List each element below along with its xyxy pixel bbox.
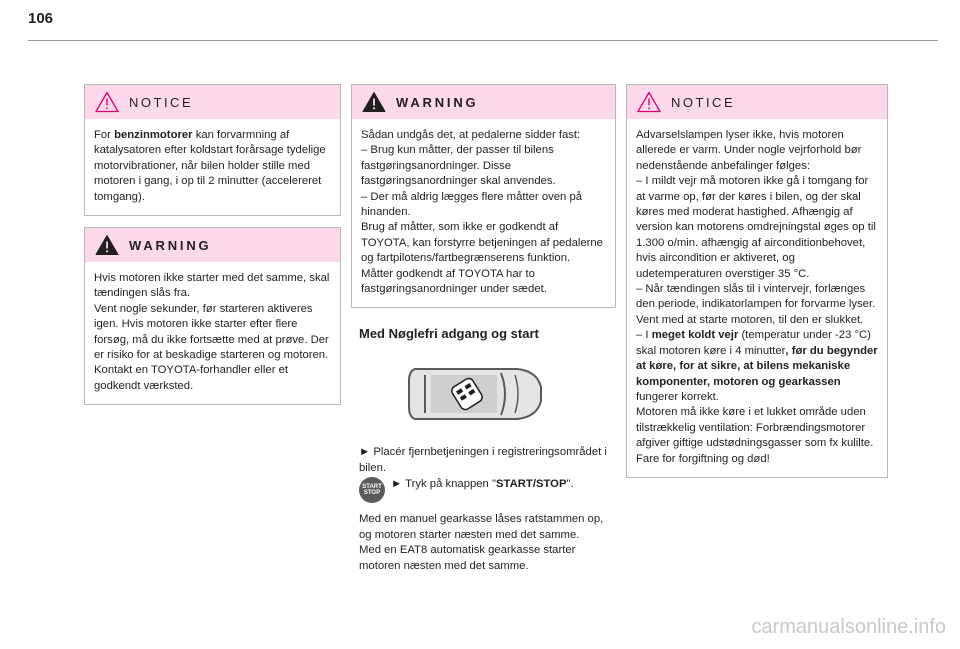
notice-title: NOTICE: [129, 94, 194, 110]
notice-text: For benzinmotorer kan forvarmning af katalysatoren efter koldstart forårsage tydelige motorvibrationer, når bilen holder stille med motoren i gang, i op til 2 minutter (accelereret tomgang).: [94, 129, 326, 203]
notice-header: [85, 85, 340, 119]
page-number: 106: [28, 10, 54, 27]
column-middle: [351, 84, 616, 574]
notice-title: NOTICE: [671, 94, 736, 110]
notice-box: [626, 84, 888, 478]
warning-line: Måtter godkendt af TOYOTA har to fastgøringsanordninger under sædet.: [361, 267, 547, 296]
notice-line: Advarselslampen lyser ikke, hvis motoren allerede er varm. Under nogle vejrforhold bør nedenstående anbefalinger følges:: [636, 129, 862, 172]
notice-body: [627, 119, 887, 477]
paragraph-automatic: Med en EAT8 automatisk gearkasse starter motoren næsten med det samme.: [359, 544, 576, 572]
warning-box: [84, 227, 341, 405]
warning-title: WARNING: [396, 94, 479, 110]
header-divider: [28, 40, 938, 41]
warning-line: Vent nogle sekunder, før starteren aktiveres igen. Hvis motoren ikke starter efter flere forsøg, må du ikke fortsætte med at prøve. Der er risiko for at beskadige starteren og motoren.: [94, 302, 329, 362]
section-title: Med Nøglefri adgang og start: [359, 326, 539, 342]
warning-triangle-icon: [95, 234, 119, 256]
step-press-start-text: ► Tryk på knappen "START/STOP".: [391, 478, 574, 491]
step-place-remote: ► Placér fjernbetjeningen i registreringsområdet i bilen.: [359, 446, 607, 474]
warning-header: [85, 228, 340, 262]
warning-header: [352, 85, 615, 119]
column-left: [84, 84, 341, 405]
warning-line: – Der må aldrig lægges flere måtter oven på hinanden.: [361, 190, 583, 219]
warning-triangle-icon: [362, 91, 386, 113]
warning-title: WARNING: [129, 237, 212, 253]
warning-box: [351, 84, 616, 308]
warning-line: Sådan undgås det, at pedalerne sidder fast:: [361, 129, 581, 141]
watermark: carmanualsonline.info: [751, 616, 946, 638]
notice-header: [627, 85, 887, 119]
notice-triangle-icon: [637, 91, 661, 113]
warning-line: Kontakt en TOYOTA-forhandler eller et godkendt værksted.: [94, 364, 289, 392]
notice-line: Motoren må ikke køre i et lukket område uden tilstrækkelig ventilation: Forbrændingsmotorer afgiver giftige udstødningsgasser som fx kulilte. Fare for forgiftning og død!: [636, 406, 874, 465]
notice-line: – Når tændingen slås til i vintervejr, forlænges den periode, indikatorlampen for forvarme lyser. Vent med at starte motoren, til den er slukket.: [636, 283, 876, 326]
column-right: [626, 84, 888, 478]
paragraph-manual: Med en manuel gearkasse låses ratstammen op, og motoren starter næsten med det samme.: [359, 513, 604, 541]
step-press-start: [359, 477, 616, 503]
notice-box: [84, 84, 341, 216]
warning-line: Brug af måtter, som ikke er godkendt af TOYOTA, kan forstyrre betjeningen af pedalerne og fartpilotens/fartbegrænserens funktion.: [361, 221, 603, 265]
notice-line: – I meget koldt vejr (temperatur under -23 °C) skal motoren køre i 4 minutter, før du begynder at køre, for at sikre, at bilens mekaniske komponenter, motoren og gearkassen fungerer korrekt.: [636, 329, 878, 403]
notice-body: [85, 119, 340, 215]
warning-line: – Brug kun måtter, der passer til bilens fastgøringsanordninger. Disse fastgøringsanordninger skal anvendes.: [361, 144, 556, 188]
car-keyless-illustration: [405, 361, 545, 427]
notice-triangle-icon: [95, 91, 119, 113]
warning-body: [85, 262, 340, 404]
start-stop-icon: START STOP: [359, 477, 385, 503]
warning-body: [352, 119, 615, 307]
notice-line: – I mildt vejr må motoren ikke gå i tomgang for at varme op, før der køres i bilen, og der skal køres med moderat hastighed. Afhængig af version kan motorens omdrejningstal øges op til 1.300 o/min. afhængig af airconditionbehovet, hvis aircondition er aktiveret, og udetemperaturen overstiger 35 °C.: [636, 175, 876, 280]
warning-line: Hvis motoren ikke starter med det samme, skal tændingen slås fra.: [94, 272, 330, 300]
keyless-instructions: [359, 445, 616, 573]
